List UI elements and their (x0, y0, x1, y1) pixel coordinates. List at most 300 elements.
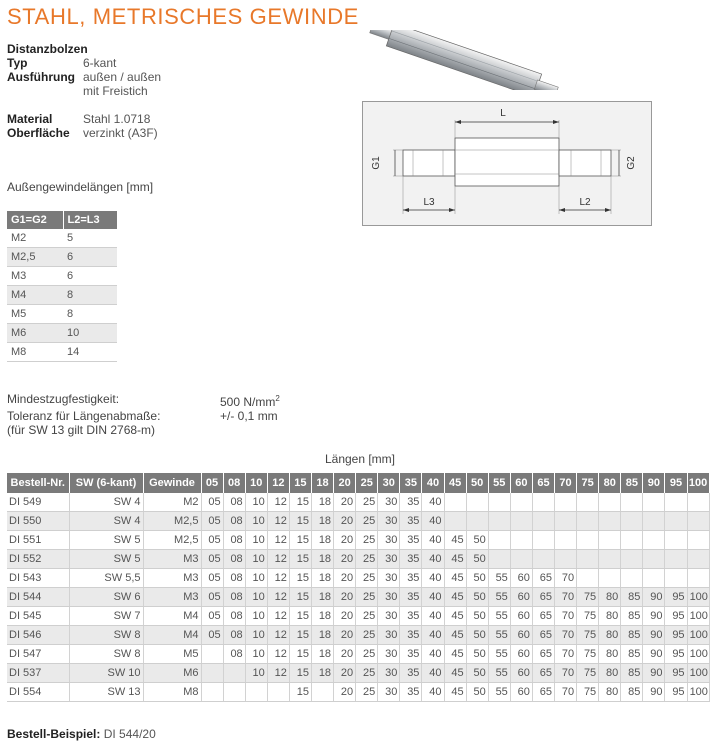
property-value: Stahl 1.0718 (83, 112, 151, 126)
table-cell (621, 493, 643, 512)
table-cell: 25 (356, 664, 378, 683)
table-cell: 85 (621, 626, 643, 645)
table-cell (643, 493, 665, 512)
table-cell: 10 (245, 512, 267, 531)
table-cell: 90 (643, 645, 665, 664)
table-cell: 12 (267, 569, 289, 588)
table-row (7, 229, 117, 248)
table-cell (621, 512, 643, 531)
table-cell: M2 (143, 493, 201, 512)
table-cell: 15 (289, 493, 311, 512)
table-cell: DI 546 (7, 626, 69, 645)
table-cell: 15 (289, 588, 311, 607)
table-cell: 20 (334, 683, 356, 702)
table-cell: DI 554 (7, 683, 69, 702)
table-cell: 10 (245, 531, 267, 550)
table-cell (311, 683, 333, 702)
table-cell: 80 (599, 664, 621, 683)
table-cell (577, 550, 599, 569)
page-title: STAHL, METRISCHES GEWINDE (7, 4, 359, 29)
table-cell (599, 493, 621, 512)
table-row (7, 343, 117, 362)
table-cell: 15 (289, 569, 311, 588)
table-cell: 15 (289, 664, 311, 683)
table-cell: DI 552 (7, 550, 69, 569)
column-header: 80 (599, 473, 621, 493)
table-cell: 80 (599, 607, 621, 626)
table-cell: 60 (510, 683, 532, 702)
tolerance-label: Toleranz für Längenabmaße: (7, 409, 161, 423)
table-cell: 08 (223, 588, 245, 607)
table-row (7, 550, 709, 569)
table-cell: 80 (599, 645, 621, 664)
table-row (7, 645, 709, 664)
table-cell (444, 512, 466, 531)
table-cell: 10 (245, 493, 267, 512)
spec-notes (7, 392, 280, 437)
table-cell: 60 (510, 569, 532, 588)
table-cell (687, 550, 709, 569)
table-cell: 60 (510, 626, 532, 645)
table-row (7, 607, 709, 626)
table-cell: 35 (400, 626, 422, 645)
table-cell: M4 (143, 607, 201, 626)
table-cell: 45 (444, 550, 466, 569)
table-row (7, 305, 117, 324)
table-cell (488, 550, 510, 569)
table-cell: 55 (488, 664, 510, 683)
table-cell: SW 8 (69, 645, 143, 664)
table-cell: M8 (143, 683, 201, 702)
table-cell: 20 (334, 607, 356, 626)
table-cell: 75 (577, 626, 599, 645)
table-cell: 15 (289, 550, 311, 569)
table-cell: M4 (143, 626, 201, 645)
table-cell: 90 (643, 664, 665, 683)
lengths-heading: Längen [mm] (324, 452, 396, 466)
table-cell: 10 (245, 645, 267, 664)
table-cell (643, 531, 665, 550)
table-cell: M6 (143, 664, 201, 683)
table-cell: 70 (555, 607, 577, 626)
column-header: 70 (555, 473, 577, 493)
table-row (7, 531, 709, 550)
table-cell: 100 (687, 588, 709, 607)
table-cell: M2,5 (143, 512, 201, 531)
table-cell: 65 (532, 645, 554, 664)
table-cell: 15 (289, 683, 311, 702)
table-cell: 70 (555, 664, 577, 683)
table-cell: 40 (422, 569, 444, 588)
column-header: G1=G2 (7, 211, 63, 229)
column-header: 55 (488, 473, 510, 493)
table-cell: 40 (422, 588, 444, 607)
table-cell: 95 (665, 588, 687, 607)
table-cell: SW 5 (69, 531, 143, 550)
table-cell: 35 (400, 683, 422, 702)
table-cell: 95 (665, 664, 687, 683)
table-cell: 18 (311, 569, 333, 588)
table-cell (577, 531, 599, 550)
column-header: 40 (422, 473, 444, 493)
table-cell: DI 545 (7, 607, 69, 626)
table-cell: 05 (201, 512, 223, 531)
table-cell (510, 493, 532, 512)
table-cell: 10 (245, 664, 267, 683)
dimension-g1-label: G1 (371, 156, 382, 170)
table-cell: 40 (422, 683, 444, 702)
table-row (7, 267, 117, 286)
table-cell (532, 493, 554, 512)
table-cell: 60 (510, 607, 532, 626)
table-cell (510, 550, 532, 569)
column-header: Bestell-Nr. (7, 473, 69, 493)
table-cell: 45 (444, 588, 466, 607)
table-cell: DI 537 (7, 664, 69, 683)
table-cell: 25 (356, 569, 378, 588)
table-cell: 8 (63, 286, 117, 305)
table-cell: 65 (532, 588, 554, 607)
table-cell: 100 (687, 645, 709, 664)
table-cell: M2 (7, 229, 63, 248)
table-cell: 25 (356, 607, 378, 626)
table-cell: SW 7 (69, 607, 143, 626)
table-cell (466, 512, 488, 531)
table-cell: 25 (356, 493, 378, 512)
table-cell: 30 (378, 569, 400, 588)
table-cell: SW 10 (69, 664, 143, 683)
table-cell: 70 (555, 645, 577, 664)
table-cell: 85 (621, 588, 643, 607)
table-cell: 05 (201, 493, 223, 512)
table-cell: 08 (223, 626, 245, 645)
table-row (7, 324, 117, 343)
table-cell: 30 (378, 588, 400, 607)
table-cell: SW 6 (69, 588, 143, 607)
table-cell: M8 (7, 343, 63, 362)
table-cell: 12 (267, 531, 289, 550)
table-cell (223, 683, 245, 702)
table-cell (488, 531, 510, 550)
table-cell (555, 531, 577, 550)
column-header: 100 (687, 473, 709, 493)
table-cell: 6 (63, 267, 117, 286)
table-cell: 45 (444, 664, 466, 683)
table-cell: 35 (400, 550, 422, 569)
table-cell: 65 (532, 626, 554, 645)
property-label: Ausführung (7, 70, 75, 84)
technical-drawing (362, 101, 652, 226)
table-cell: 12 (267, 645, 289, 664)
table-cell (201, 645, 223, 664)
column-header: 50 (466, 473, 488, 493)
table-cell: 50 (466, 531, 488, 550)
table-cell: 100 (687, 607, 709, 626)
table-cell: SW 4 (69, 512, 143, 531)
table-cell: 05 (201, 531, 223, 550)
table-cell: DI 549 (7, 493, 69, 512)
table-cell: 70 (555, 588, 577, 607)
table-cell: 08 (223, 550, 245, 569)
table-cell: 45 (444, 569, 466, 588)
table-cell: M3 (7, 267, 63, 286)
table-cell: 12 (267, 550, 289, 569)
sw-note: (für SW 13 gilt DIN 2768-m) (7, 423, 156, 437)
table-cell: M3 (143, 569, 201, 588)
table-cell: 25 (356, 645, 378, 664)
table-cell: 20 (334, 493, 356, 512)
column-header: 05 (201, 473, 223, 493)
column-header: 08 (223, 473, 245, 493)
table-cell: 15 (289, 645, 311, 664)
table-cell: 30 (378, 626, 400, 645)
table-cell: M5 (7, 305, 63, 324)
table-cell: 45 (444, 645, 466, 664)
table-cell: 50 (466, 683, 488, 702)
column-header: 45 (444, 473, 466, 493)
table-cell: SW 4 (69, 493, 143, 512)
table-cell (488, 512, 510, 531)
table-cell: 30 (378, 550, 400, 569)
table-cell: 75 (577, 588, 599, 607)
table-cell (532, 550, 554, 569)
order-example-label: Bestell-Beispiel: (7, 727, 101, 741)
table-cell: 15 (289, 531, 311, 550)
table-cell: 90 (643, 607, 665, 626)
table-cell: 40 (422, 645, 444, 664)
tolerance-value: +/- 0,1 mm (220, 409, 278, 423)
table-cell (555, 512, 577, 531)
order-example-value: DI 544/20 (103, 727, 156, 741)
column-header: 25 (356, 473, 378, 493)
table-cell: DI 550 (7, 512, 69, 531)
table-cell: 60 (510, 664, 532, 683)
table-cell: 85 (621, 683, 643, 702)
property-label: Material (7, 112, 53, 126)
table-cell: 95 (665, 607, 687, 626)
table-cell: 75 (577, 607, 599, 626)
column-header: 15 (289, 473, 311, 493)
table-cell: 65 (532, 607, 554, 626)
table-cell: 90 (643, 626, 665, 645)
table-cell: M4 (7, 286, 63, 305)
table-cell: 20 (334, 664, 356, 683)
table-cell: 35 (400, 588, 422, 607)
table-cell: 50 (466, 645, 488, 664)
table-cell: 25 (356, 531, 378, 550)
table-cell: 10 (245, 569, 267, 588)
table-cell: 30 (378, 607, 400, 626)
table-cell (665, 531, 687, 550)
table-cell: 45 (444, 607, 466, 626)
thread-length-heading: Außengewindelängen [mm] (7, 180, 154, 194)
table-cell (201, 683, 223, 702)
table-cell (687, 531, 709, 550)
table-cell: 55 (488, 626, 510, 645)
table-cell: 08 (223, 512, 245, 531)
table-cell: 50 (466, 626, 488, 645)
table-cell: M2,5 (7, 248, 63, 267)
table-cell (599, 569, 621, 588)
table-cell: DI 543 (7, 569, 69, 588)
table-cell (665, 569, 687, 588)
table-cell: 5 (63, 229, 117, 248)
table-cell: 35 (400, 531, 422, 550)
table-cell: 50 (466, 607, 488, 626)
table-cell: 25 (356, 550, 378, 569)
table-cell: 05 (201, 607, 223, 626)
table-cell: 18 (311, 493, 333, 512)
table-cell: 30 (378, 645, 400, 664)
table-cell: 20 (334, 550, 356, 569)
table-cell: 25 (356, 626, 378, 645)
table-cell (621, 569, 643, 588)
table-cell: 40 (422, 607, 444, 626)
property-list (7, 42, 161, 140)
table-cell: M2,5 (143, 531, 201, 550)
table-row (7, 512, 709, 531)
table-cell: 05 (201, 626, 223, 645)
table-cell: 12 (267, 626, 289, 645)
table-cell: 40 (422, 493, 444, 512)
table-cell: 18 (311, 588, 333, 607)
property-value: mit Freistich (83, 84, 148, 98)
table-row (7, 286, 117, 305)
table-cell: 90 (643, 683, 665, 702)
dimension-l2-label: L2 (579, 197, 591, 208)
table-cell: 40 (422, 626, 444, 645)
table-row (7, 664, 709, 683)
table-cell: 18 (311, 550, 333, 569)
order-table (7, 473, 710, 702)
table-cell: 80 (599, 683, 621, 702)
table-cell: 60 (510, 588, 532, 607)
table-cell (532, 512, 554, 531)
table-cell (599, 512, 621, 531)
table-cell: 85 (621, 664, 643, 683)
column-header: 35 (400, 473, 422, 493)
table-cell: 50 (466, 664, 488, 683)
table-cell: 95 (665, 645, 687, 664)
table-cell: 35 (400, 512, 422, 531)
table-cell: 20 (334, 645, 356, 664)
table-cell: 75 (577, 683, 599, 702)
table-cell: 50 (466, 550, 488, 569)
table-cell: 45 (444, 683, 466, 702)
table-cell (687, 493, 709, 512)
table-cell: 65 (532, 664, 554, 683)
table-cell: 10 (245, 607, 267, 626)
table-cell (643, 512, 665, 531)
column-header: 90 (643, 473, 665, 493)
table-cell (599, 550, 621, 569)
table-row (7, 569, 709, 588)
table-cell: 12 (267, 512, 289, 531)
table-cell: 35 (400, 607, 422, 626)
table-cell (577, 512, 599, 531)
table-cell: M6 (7, 324, 63, 343)
table-cell: 05 (201, 569, 223, 588)
table-cell: 30 (378, 664, 400, 683)
table-cell: 45 (444, 626, 466, 645)
table-cell: 75 (577, 645, 599, 664)
table-cell: 25 (356, 512, 378, 531)
property-label: Typ (7, 56, 28, 70)
column-header: 65 (532, 473, 554, 493)
property-value: verzinkt (A3F) (83, 126, 158, 140)
table-cell (444, 493, 466, 512)
standoff-photo (364, 30, 564, 90)
table-cell: DI 544 (7, 588, 69, 607)
table-cell: 20 (334, 569, 356, 588)
table-cell: 50 (466, 569, 488, 588)
table-cell: 12 (267, 664, 289, 683)
table-cell: 20 (334, 512, 356, 531)
table-cell: SW 8 (69, 626, 143, 645)
table-cell: 35 (400, 493, 422, 512)
table-cell: SW 5 (69, 550, 143, 569)
table-cell: 55 (488, 569, 510, 588)
thread-length-table (7, 211, 118, 362)
table-cell: 10 (245, 588, 267, 607)
column-header: 12 (267, 473, 289, 493)
table-cell: 35 (400, 569, 422, 588)
table-cell: 80 (599, 626, 621, 645)
table-cell: 40 (422, 550, 444, 569)
table-cell (665, 512, 687, 531)
table-cell: 18 (311, 626, 333, 645)
table-cell: 100 (687, 683, 709, 702)
table-cell: DI 547 (7, 645, 69, 664)
table-cell: 60 (510, 645, 532, 664)
property-value: 6-kant (83, 56, 117, 70)
table-cell: 55 (488, 645, 510, 664)
table-cell: 18 (311, 664, 333, 683)
table-cell: 80 (599, 588, 621, 607)
table-cell: 08 (223, 645, 245, 664)
table-cell: 85 (621, 607, 643, 626)
table-cell: 05 (201, 550, 223, 569)
table-cell: 08 (223, 569, 245, 588)
table-cell: 25 (356, 588, 378, 607)
table-cell: 70 (555, 626, 577, 645)
table-cell: 40 (422, 512, 444, 531)
table-cell: 8 (63, 305, 117, 324)
table-cell: 18 (311, 607, 333, 626)
table-cell: 10 (245, 550, 267, 569)
table-cell: 50 (466, 588, 488, 607)
table-cell (621, 531, 643, 550)
table-cell (643, 569, 665, 588)
column-header: SW (6-kant) (69, 473, 143, 493)
table-cell (687, 569, 709, 588)
table-cell: 100 (687, 664, 709, 683)
table-cell (643, 550, 665, 569)
table-cell (201, 664, 223, 683)
table-cell: 100 (687, 626, 709, 645)
column-header: 10 (245, 473, 267, 493)
table-cell: 12 (267, 588, 289, 607)
table-cell: 55 (488, 683, 510, 702)
table-cell (466, 493, 488, 512)
table-cell: 14 (63, 343, 117, 362)
column-header: 20 (334, 473, 356, 493)
table-cell: 12 (267, 607, 289, 626)
table-cell: 08 (223, 607, 245, 626)
column-header: 85 (621, 473, 643, 493)
table-cell: 70 (555, 683, 577, 702)
table-cell (555, 493, 577, 512)
